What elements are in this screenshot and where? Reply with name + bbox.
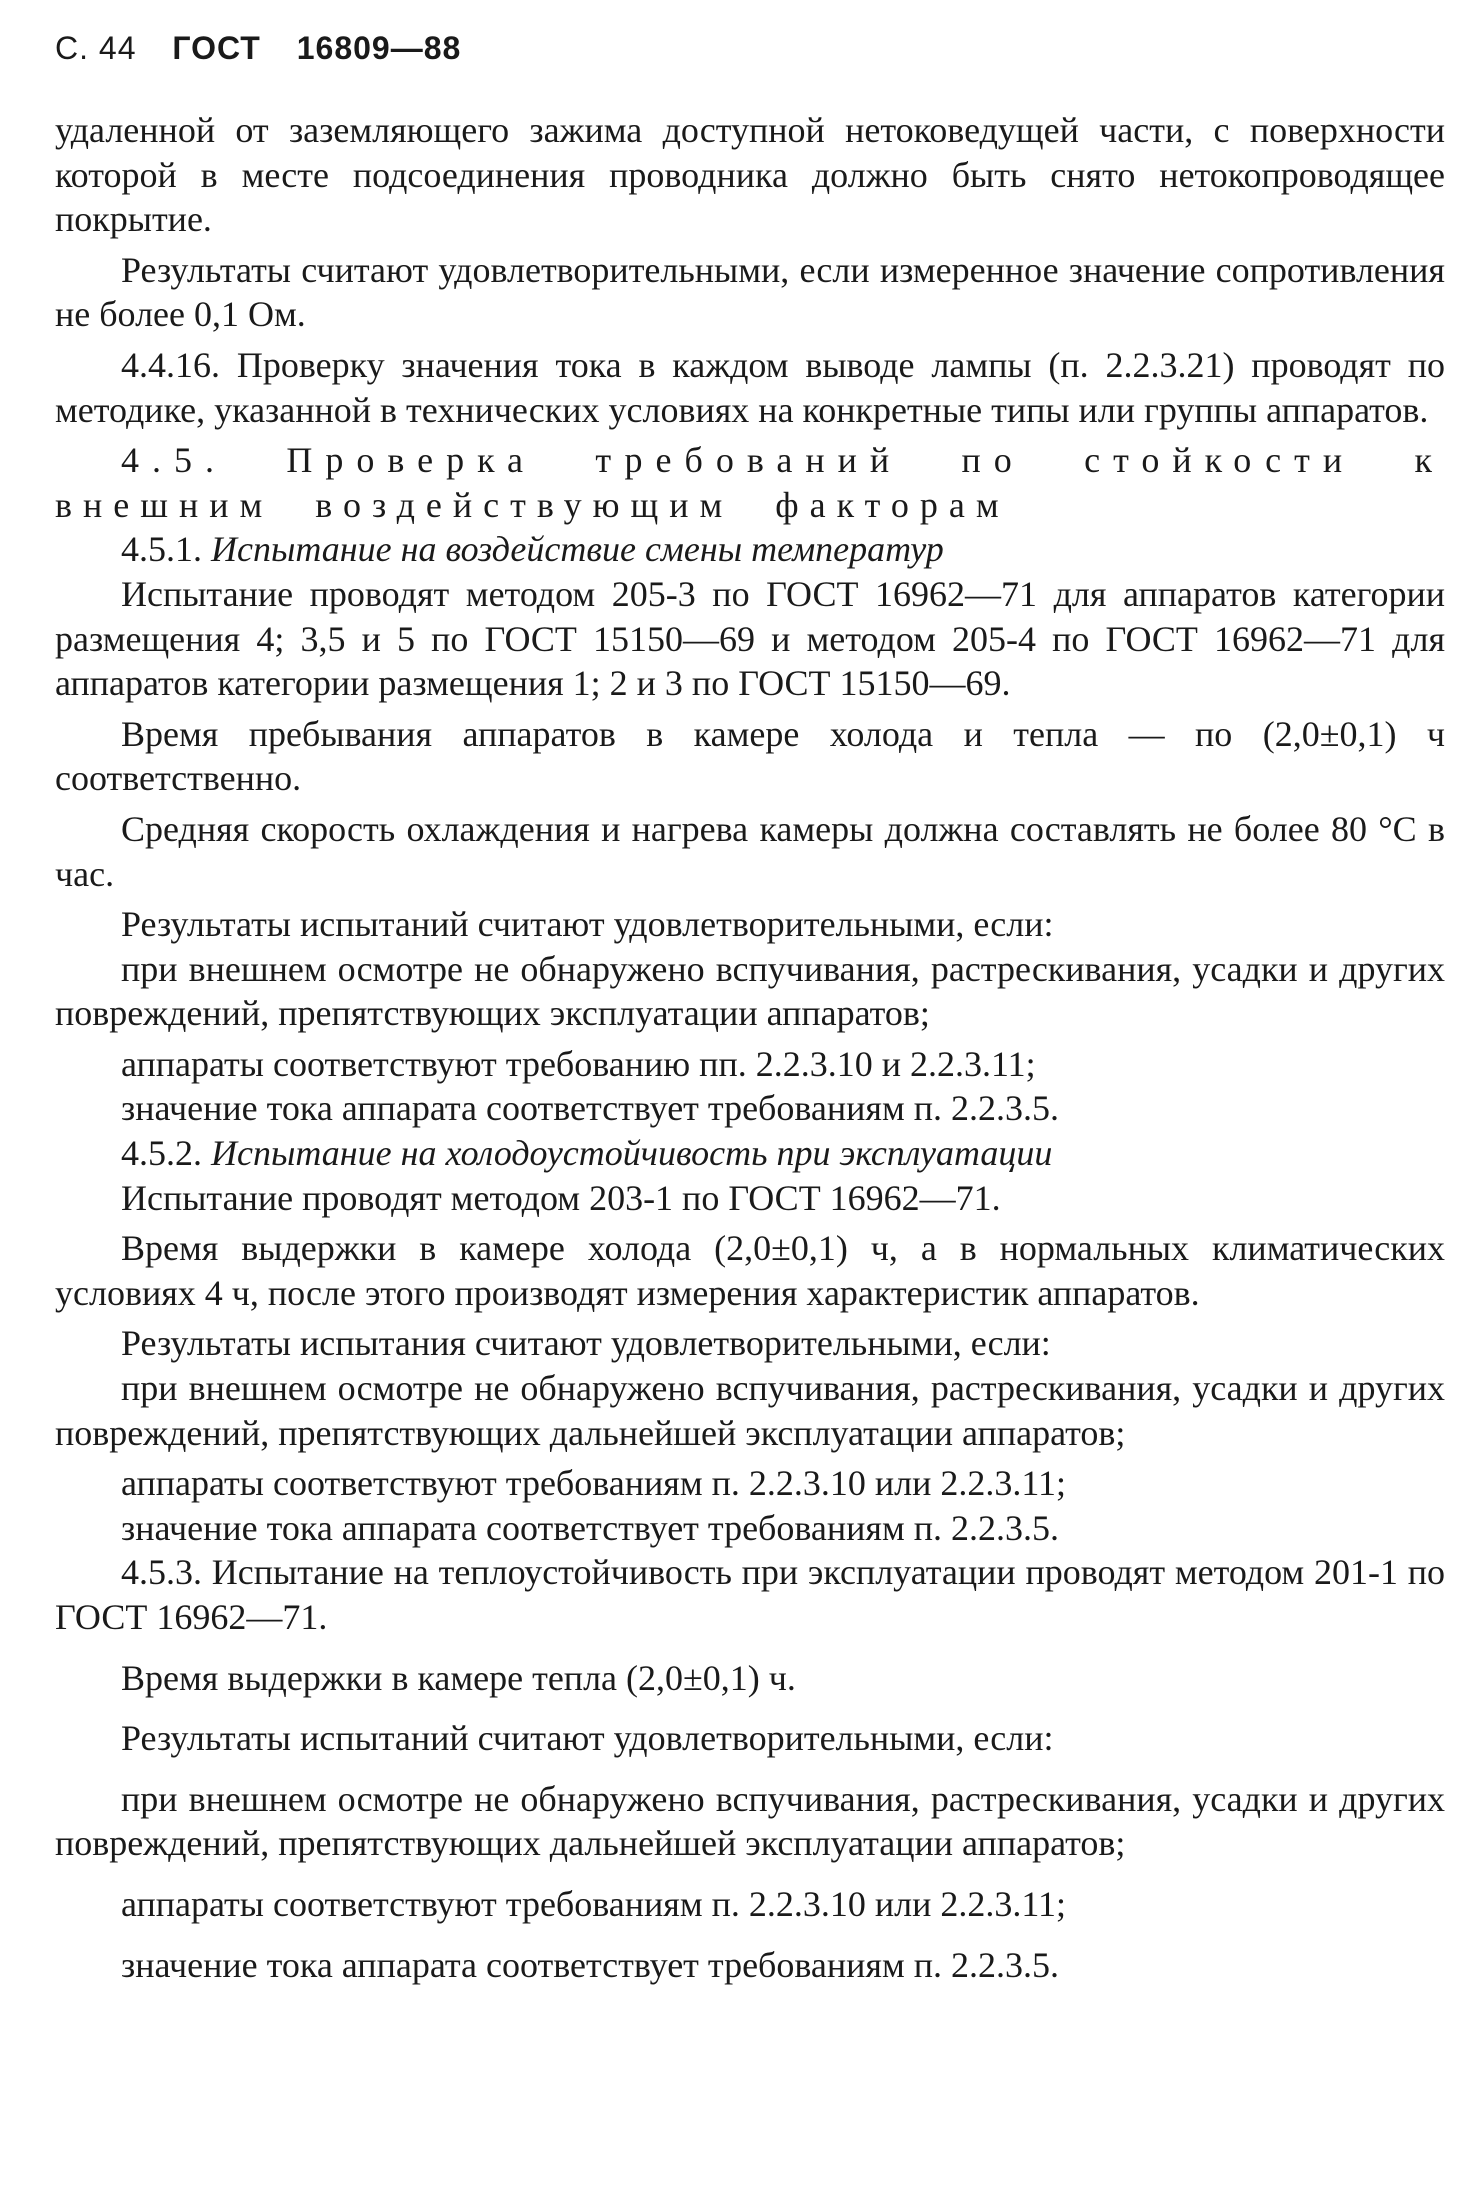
paragraph: Время пребывания аппаратов в камере холода и тепла — по (2,0±0,1) ч соответственно. <box>55 713 1445 799</box>
document-page <box>55 28 1445 1987</box>
paragraph: Средняя скорость охлаждения и нагрева камеры должна составлять не более 80 °С в час. <box>55 808 1445 894</box>
paragraph: 4.4.16. Проверку значения тока в каждом выводе лампы (п. 2.2.3.21) проводят по методике, указанной в технических условиях на конкретные типы или группы аппаратов. <box>55 344 1445 430</box>
paragraph: при внешнем осмотре не обнаружено вспучивания, растрескивания, усадки и других повреждений, препятствующих эксплуатации аппаратов; <box>55 948 1445 1034</box>
paragraph: значение тока аппарата соответствует требованиям п. 2.2.3.5. <box>121 1944 1060 1985</box>
paragraph: Результаты испытаний считают удовлетворительными, если: <box>121 904 1054 945</box>
paragraph: аппараты соответствуют требованиям п. 2.2.3.10 или 2.2.3.11; <box>121 1883 1067 1924</box>
paragraph: удаленной от заземляющего зажима доступной нетоковедущей части, с поверхности которой в месте подсоединения проводника должно быть снято нетокопроводящее покрытие. <box>55 110 1445 240</box>
subsection-title: Испытание на воздействие смены температур <box>211 529 944 570</box>
subsection-heading <box>55 527 1445 572</box>
paragraph: 4.5.3. Испытание на теплоустойчивость при эксплуатации проводят методом 201-1 по ГОСТ 16962—71. <box>55 1552 1445 1637</box>
page-header <box>55 28 1445 68</box>
subsection-title: Испытание на холодоустойчивость при эксплуатации <box>211 1133 1053 1174</box>
subsection-heading <box>55 1131 1445 1176</box>
paragraph: Время выдержки в камере холода (2,0±0,1) ч, а в нормальных климатических условиях 4 ч, после этого производят измерения характеристик аппаратов. <box>55 1228 1445 1313</box>
page-number: С. 44 <box>55 30 137 66</box>
section-heading-line-2: внешним воздействующим факторам <box>55 484 1010 525</box>
paragraph: Результаты испытания считают удовлетворительными, если: <box>121 1323 1051 1364</box>
paragraph: значение тока аппарата соответствует требованиям п. 2.2.3.5. <box>121 1088 1060 1129</box>
paragraph: аппараты соответствуют требованиям п. 2.2.3.10 или 2.2.3.11; <box>121 1463 1067 1504</box>
paragraph: аппараты соответствуют требованию пп. 2.2.3.10 и 2.2.3.11; <box>121 1043 1036 1084</box>
subsection-number: 4.5.2. <box>121 1133 202 1174</box>
paragraph: Результаты считают удовлетворительными, если измеренное значение сопротивления не более 0,1 Ом. <box>55 249 1445 335</box>
paragraph: при внешнем осмотре не обнаружено вспучивания, растрескивания, усадки и других повреждений, препятствующих дальнейшей эксплуатации аппаратов; <box>55 1368 1445 1453</box>
paragraph: при внешнем осмотре не обнаружено вспучивания, растрескивания, усадки и других повреждений, препятствующих дальнейшей эксплуатации аппаратов; <box>55 1778 1445 1864</box>
paragraph: Результаты испытаний считают удовлетворительными, если: <box>121 1718 1054 1759</box>
standard-number: 16809—88 <box>296 30 462 66</box>
subsection-number: 4.5.1. <box>121 529 202 570</box>
gost-label: ГОСТ <box>172 30 261 66</box>
paragraph: значение тока аппарата соответствует требованиям п. 2.2.3.5. <box>121 1507 1060 1548</box>
paragraph: Испытание проводят методом 203-1 по ГОСТ 16962—71. <box>121 1177 1001 1218</box>
paragraph: Испытание проводят методом 205-3 по ГОСТ 16962—71 для аппаратов категории размещения 4; 3,5 и 5 по ГОСТ 15150—69 и методом 205-4 по ГОСТ 16962—71 для аппаратов категории размещения 1; 2 и 3 по ГОСТ 15150—69. <box>55 573 1445 704</box>
section-heading-line-1: 4.5. Проверка требований по стойкости к <box>121 440 1445 481</box>
paragraph: Время выдержки в камере тепла (2,0±0,1) ч. <box>121 1657 796 1698</box>
